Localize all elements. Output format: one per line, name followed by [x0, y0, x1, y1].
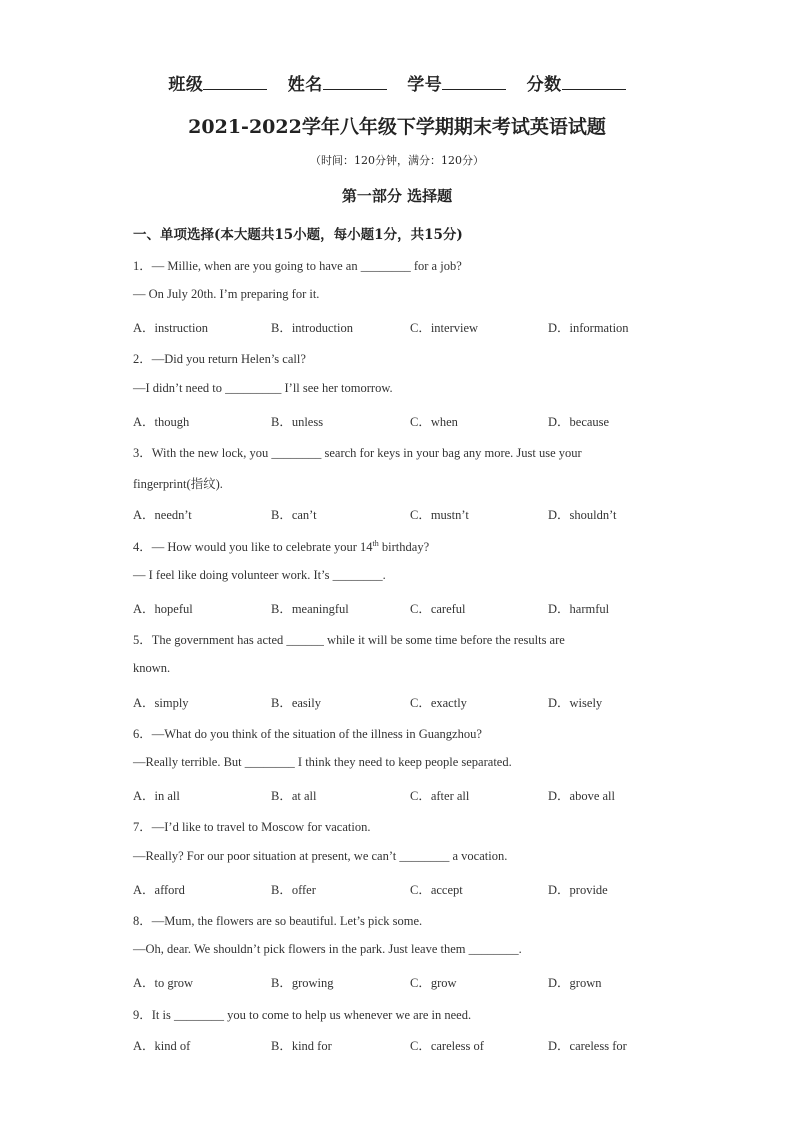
question-8-option-c: C．grow	[410, 976, 457, 990]
question-4-line-1	[133, 537, 429, 555]
question-5-option-b: B．easily	[271, 696, 321, 710]
question-3-option-d: D．shouldn’t	[548, 508, 617, 522]
question-8-option-b: B．growing	[271, 976, 334, 990]
question-8-option-d: D．grown	[548, 976, 602, 990]
section-heading: 一、单项选择(本大题共15小题，每小题1分，共15分)	[133, 227, 463, 243]
question-7-option-a: A．afford	[133, 883, 185, 897]
question-5-option-c: C．exactly	[410, 696, 467, 710]
question-2-option-b: B．unless	[271, 415, 324, 429]
question-9-option-b: B．kind for	[271, 1039, 332, 1053]
question-4-ordinal-suffix: th	[372, 538, 379, 548]
question-3-option-c: C．mustn’t	[410, 508, 469, 522]
class-blank	[203, 74, 267, 90]
question-8-line-2: —Oh, dear. We shouldn’t pick flowers in the park. Just leave them ________.	[133, 942, 522, 956]
question-8-line-1: 8．—Mum, the flowers are so beautiful. Let’s pick some.	[133, 914, 423, 928]
question-6-option-b: B．at all	[271, 789, 317, 803]
question-5-line-2: known.	[133, 661, 171, 675]
exam-subtitle: （时间：120分钟，满分：120分）	[310, 154, 484, 167]
question-1-option-d: D．information	[548, 321, 629, 335]
question-1-option-b: B．introduction	[271, 321, 353, 335]
question-9-option-c: C．careless of	[410, 1039, 484, 1053]
part-heading: 第一部分 选择题	[341, 187, 453, 205]
question-2-option-a: A．though	[133, 415, 190, 429]
question-4-line-1-tail: birthday?	[378, 540, 430, 554]
question-3-option-a: A．needn’t	[133, 508, 192, 522]
question-9-line-1: 9．It is ________ you to come to help us whenever we are in need.	[133, 1008, 472, 1022]
question-6-option-c: C．after all	[410, 789, 470, 803]
question-6-option-a: A．in all	[133, 789, 180, 803]
student-id-label: 学号	[407, 75, 443, 95]
question-2-line-1: 2．—Did you return Helen’s call?	[133, 352, 306, 366]
question-2-option-d: D．because	[548, 415, 610, 429]
question-4-option-c: C．careful	[410, 602, 466, 616]
name-label: 姓名	[287, 75, 323, 95]
question-6-line-1: 6．—What do you think of the situation of the illness in Guangzhou?	[133, 727, 482, 741]
question-9-option-a: A．kind of	[133, 1039, 191, 1053]
class-label: 班级	[168, 75, 204, 95]
question-7-line-2: —Really? For our poor situation at present, we can’t ________ a vocation.	[133, 849, 508, 863]
question-6-line-2: —Really terrible. But ________ I think they need to keep people separated.	[133, 755, 512, 769]
question-7-line-1: 7．—I’d like to travel to Moscow for vacation.	[133, 820, 371, 834]
question-6-option-d: D．above all	[548, 789, 615, 803]
question-4-option-b: B．meaningful	[271, 602, 349, 616]
question-4-option-d: D．harmful	[548, 602, 610, 616]
question-5-option-d: D．wisely	[548, 696, 603, 710]
question-3-line-2: fingerprint(指纹).	[133, 477, 223, 491]
question-1-option-c: C．interview	[410, 321, 479, 335]
question-7-option-d: D．provide	[548, 883, 608, 897]
student-info-line	[0, 70, 794, 95]
question-4-line-2: — I feel like doing volunteer work. It’s ________.	[133, 568, 386, 582]
question-2-option-c: C．when	[410, 415, 458, 429]
question-7-option-b: B．offer	[271, 883, 316, 897]
question-2-line-2: —I didn’t need to _________ I’ll see her tomorrow.	[133, 381, 393, 395]
question-1-line-2: — On July 20th. I’m preparing for it.	[133, 287, 320, 301]
question-3-option-b: B．can’t	[271, 508, 317, 522]
question-9-option-d: D．careless for	[548, 1039, 627, 1053]
exam-title: 2021-2022学年八年级下学期期末考试英语试题	[188, 116, 606, 138]
question-8-option-a: A．to grow	[133, 976, 194, 990]
question-7-option-c: C．accept	[410, 883, 463, 897]
question-4-line-1-text: 4．— How would you like to celebrate your 14	[133, 540, 373, 554]
question-4-option-a: A．hopeful	[133, 602, 193, 616]
score-label: 分数	[526, 75, 562, 95]
name-blank	[323, 74, 387, 90]
score-blank	[562, 74, 626, 90]
question-5-line-1: 5．The government has acted ______ while it will be some time before the results are	[133, 633, 565, 647]
student-id-blank	[442, 74, 506, 90]
question-1-line-1: 1．— Millie, when are you going to have an ________ for a job?	[133, 259, 462, 273]
question-1-option-a: A．instruction	[133, 321, 208, 335]
question-5-option-a: A．simply	[133, 696, 189, 710]
question-3-line-1: 3．With the new lock, you ________ search for keys in your bag any more. Just use your	[133, 446, 582, 460]
